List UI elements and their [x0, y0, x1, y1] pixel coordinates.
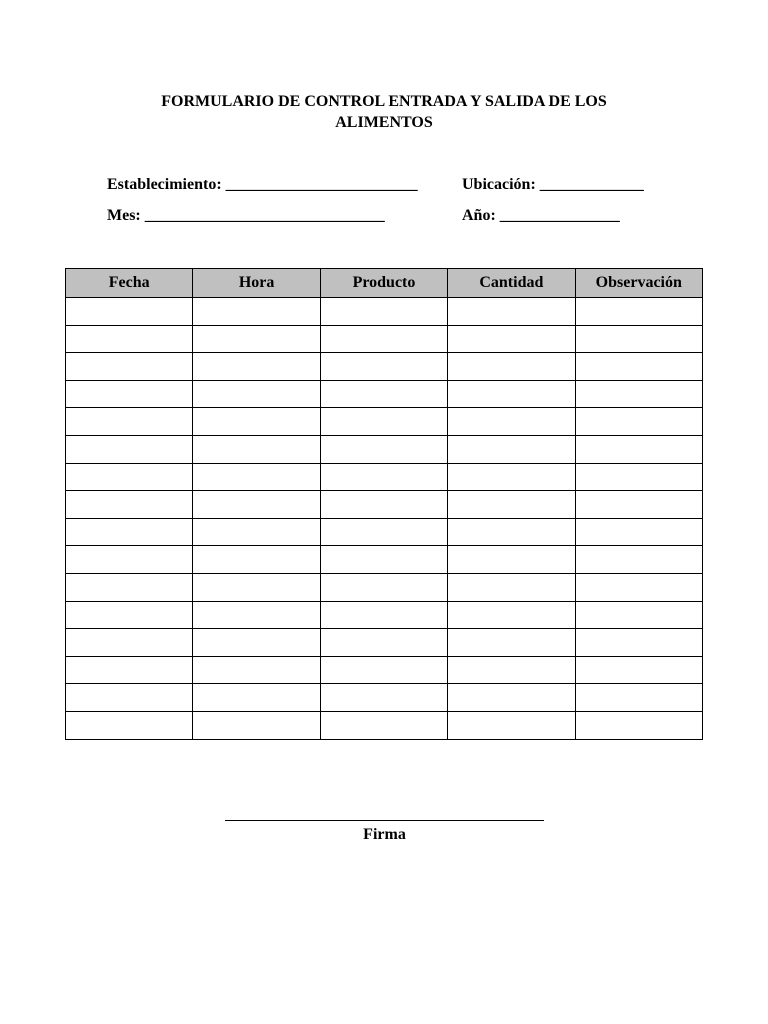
- table-cell: [193, 408, 320, 436]
- table-row: [66, 491, 703, 519]
- table-row: [66, 601, 703, 629]
- table-row: [66, 435, 703, 463]
- table-cell: [448, 518, 575, 546]
- table-cell: [448, 325, 575, 353]
- column-header-observacion: Observación: [575, 269, 702, 298]
- table-cell: [193, 601, 320, 629]
- table-cell: [448, 546, 575, 574]
- table-cell: [320, 325, 447, 353]
- table-cell: [320, 408, 447, 436]
- table-cell: [448, 408, 575, 436]
- signature-label: Firma: [363, 826, 406, 843]
- table-cell: [448, 656, 575, 684]
- table-cell: [575, 463, 702, 491]
- table-cell: [320, 380, 447, 408]
- table-row: [66, 711, 703, 739]
- establecimiento-field: Establecimiento: ________________________: [107, 176, 418, 193]
- table-cell: [66, 656, 193, 684]
- table-cell: [448, 601, 575, 629]
- table-cell: [66, 298, 193, 326]
- table-cell: [66, 684, 193, 712]
- table-row: [66, 325, 703, 353]
- table-cell: [448, 353, 575, 381]
- table-cell: [193, 380, 320, 408]
- table-cell: [193, 298, 320, 326]
- table-cell: [66, 601, 193, 629]
- control-table: [65, 268, 703, 740]
- table-cell: [320, 353, 447, 381]
- mes-field: Mes: ______________________________: [107, 207, 385, 224]
- table-cell: [575, 601, 702, 629]
- signature-line: [225, 820, 544, 821]
- table-cell: [320, 435, 447, 463]
- table-cell: [448, 711, 575, 739]
- table-cell: [193, 711, 320, 739]
- table-cell: [320, 711, 447, 739]
- table-cell: [320, 656, 447, 684]
- table-cell: [193, 656, 320, 684]
- form-title: FORMULARIO DE CONTROL ENTRADA Y SALIDA DE LOS ALIMENTOS: [161, 93, 607, 131]
- table-row: [66, 684, 703, 712]
- table-cell: [575, 491, 702, 519]
- table-cell: [320, 463, 447, 491]
- table-cell: [66, 325, 193, 353]
- table-cell: [193, 353, 320, 381]
- table-cell: [66, 380, 193, 408]
- table-cell: [320, 573, 447, 601]
- table-cell: [448, 435, 575, 463]
- table-cell: [448, 573, 575, 601]
- table-cell: [66, 435, 193, 463]
- table-cell: [320, 629, 447, 657]
- table-cell: [66, 408, 193, 436]
- table-row: [66, 629, 703, 657]
- table-cell: [193, 463, 320, 491]
- table-cell: [448, 298, 575, 326]
- table-body: [66, 298, 703, 740]
- table-row: [66, 573, 703, 601]
- table-row: [66, 656, 703, 684]
- table-cell: [66, 711, 193, 739]
- table-cell: [320, 298, 447, 326]
- table-cell: [66, 546, 193, 574]
- table-cell: [575, 711, 702, 739]
- table-row: [66, 518, 703, 546]
- table-cell: [575, 353, 702, 381]
- table-cell: [193, 491, 320, 519]
- column-header-producto: Producto: [320, 269, 447, 298]
- table-cell: [575, 298, 702, 326]
- table-cell: [575, 518, 702, 546]
- table-row: [66, 380, 703, 408]
- table-cell: [320, 546, 447, 574]
- table-cell: [575, 325, 702, 353]
- table-cell: [320, 518, 447, 546]
- table-cell: [575, 629, 702, 657]
- table-row: [66, 408, 703, 436]
- table-cell: [320, 601, 447, 629]
- table-cell: [448, 491, 575, 519]
- table-cell: [320, 684, 447, 712]
- table-cell: [448, 463, 575, 491]
- table-cell: [193, 435, 320, 463]
- ubicacion-field: Ubicación: _____________: [462, 176, 644, 193]
- table-cell: [448, 684, 575, 712]
- table-cell: [66, 491, 193, 519]
- table-cell: [575, 546, 702, 574]
- table-cell: [575, 380, 702, 408]
- table-cell: [575, 656, 702, 684]
- column-header-cantidad: Cantidad: [448, 269, 575, 298]
- table-row: [66, 463, 703, 491]
- column-header-fecha: Fecha: [66, 269, 193, 298]
- table-cell: [193, 684, 320, 712]
- table-cell: [193, 325, 320, 353]
- table-cell: [448, 629, 575, 657]
- table-cell: [66, 518, 193, 546]
- table-header-row: [66, 269, 703, 298]
- table-cell: [193, 573, 320, 601]
- table-row: [66, 353, 703, 381]
- table-cell: [448, 380, 575, 408]
- table-row: [66, 546, 703, 574]
- table-cell: [320, 491, 447, 519]
- column-header-hora: Hora: [193, 269, 320, 298]
- table-cell: [66, 463, 193, 491]
- table-cell: [193, 546, 320, 574]
- table-cell: [575, 573, 702, 601]
- table-row: [66, 298, 703, 326]
- table-cell: [193, 629, 320, 657]
- table-cell: [575, 435, 702, 463]
- table-cell: [575, 684, 702, 712]
- ano-field: Año: _______________: [462, 207, 620, 224]
- table-cell: [66, 629, 193, 657]
- table-cell: [66, 353, 193, 381]
- table-cell: [66, 573, 193, 601]
- table-cell: [575, 408, 702, 436]
- table-cell: [193, 518, 320, 546]
